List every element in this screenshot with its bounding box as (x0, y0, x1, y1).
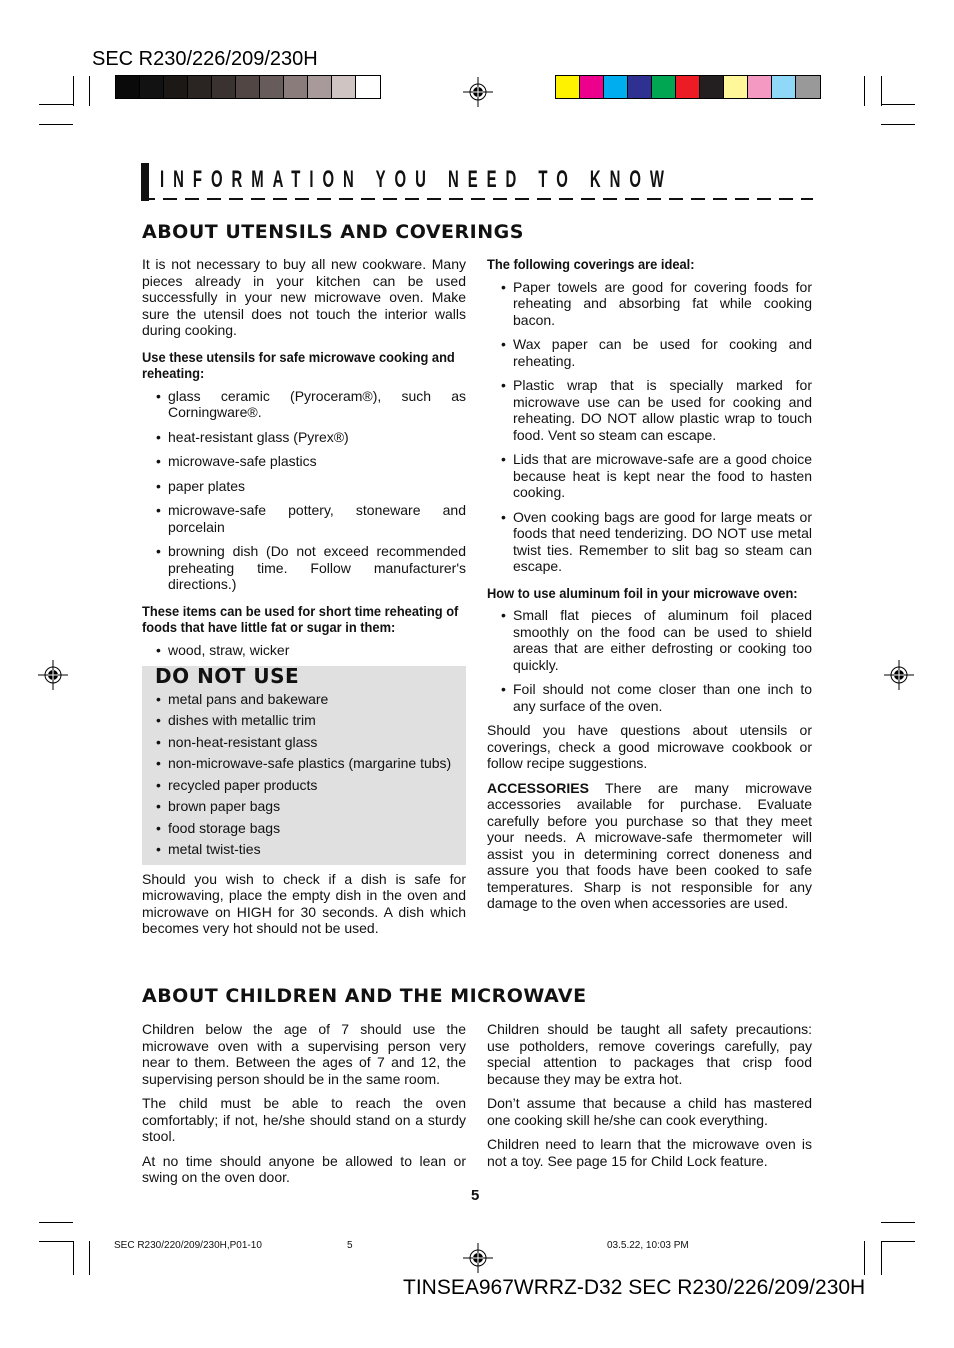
color-swatch (604, 76, 628, 98)
slug-file: SEC R230/220/209/230H,P01-10 (114, 1240, 262, 1251)
safe-utensil-item: • microwave-safe plastics (156, 453, 466, 470)
do-not-use-title: DO NOT USE (155, 664, 300, 688)
crop-mark (73, 1241, 74, 1275)
color-swatch (212, 76, 236, 98)
slug-page: 5 (347, 1240, 353, 1251)
color-swatch (332, 76, 356, 98)
crop-mark (881, 124, 915, 125)
safe-utensil-item: • browning dish (Do not exceed recommended preheating time. Follow manufacturer's directions.) (156, 543, 466, 593)
color-swatch (556, 76, 580, 98)
section-title-bar (141, 163, 149, 201)
children-paragraph: Children below the age of 7 should use the microwave oven with a supervising person very near to them. Between the ages of 7 and 12, the supervising person should be in the same room. (142, 1021, 466, 1087)
color-swatch (724, 76, 748, 98)
color-swatch (748, 76, 772, 98)
covering-item: • Wax paper can be used for cooking and reheating. (501, 336, 812, 369)
do-not-use-item: • brown paper bags (156, 798, 466, 815)
color-swatch (188, 76, 212, 98)
gray-calibration-strip (115, 75, 381, 99)
foil-item: • Small flat pieces of aluminum foil placed smoothly on the food can be used to shield areas that are either defrosting or cooking too quickly. (501, 607, 812, 673)
utensils-intro: It is not necessary to buy all new cookware. Many pieces already in your kitchen can be used successfully in your new microwave oven. Make sure the utensil does not touch the interior walls during cooking. (142, 256, 466, 338)
crop-mark (864, 1241, 865, 1275)
registration-mark-icon (463, 77, 493, 107)
short-time-list (142, 642, 466, 659)
do-not-use-list (142, 691, 466, 858)
check-dish-paragraph: Should you wish to check if a dish is safe for microwaving, place the empty dish in the oven and microwave on HIGH for 30 seconds. A dish which becomes very hot should not be used. (142, 870, 466, 936)
utensils-right-column (487, 256, 812, 920)
crop-mark (39, 1241, 73, 1242)
crop-mark (39, 1222, 73, 1223)
do-not-use-item: • metal pans and bakeware (156, 691, 466, 708)
crop-mark (89, 76, 90, 106)
registration-mark-icon (463, 1243, 493, 1273)
color-swatch (116, 76, 140, 98)
foil-heading: How to use aluminum foil in your microwave oven: (487, 584, 798, 601)
crop-mark (39, 124, 73, 125)
questions-paragraph: Should you have questions about utensils or coverings, check a good microwave cookbook or follow recipe suggestions. (487, 722, 812, 771)
color-swatch (628, 76, 652, 98)
color-swatch (260, 76, 284, 98)
children-paragraph: Don’t assume that because a child has mastered one cooking skill he/she can cook everything. (487, 1095, 812, 1128)
color-swatch (772, 76, 796, 98)
accessories-label: ACCESSORIES (487, 779, 589, 796)
utensils-heading: ABOUT UTENSILS AND COVERINGS (142, 221, 524, 243)
foil-item: • Foil should not come closer than one inch to any surface of the oven. (501, 681, 812, 714)
coverings-heading: The following coverings are ideal: (487, 256, 695, 272)
covering-item: • Lids that are microwave-safe are a good choice because heat is kept near the food to hasten cooking. (501, 451, 812, 501)
color-swatch (700, 76, 724, 98)
crop-mark (864, 76, 865, 106)
do-not-use-item: • non-microwave-safe plastics (margarine tubs) (156, 755, 466, 772)
section-title: INFORMATION YOU NEED TO KNOW (160, 166, 673, 193)
safe-utensils-list (142, 388, 466, 593)
do-not-use-item: • non-heat-resistant glass (156, 734, 466, 751)
registration-mark-icon (884, 660, 914, 690)
color-swatch (580, 76, 604, 98)
foil-list (487, 607, 812, 714)
covering-item: • Paper towels are good for covering foods for reheating and absorbing fat while cooking bacon. (501, 279, 812, 329)
accessories-paragraph (487, 780, 812, 912)
safe-utensil-item: • microwave-safe pottery, stoneware and porcelain (156, 502, 466, 535)
children-paragraph: Children should be taught all safety precautions: use potholders, remove coverings carefully, pay special attention to packages that crisp food because they may be extra hot. (487, 1021, 812, 1087)
short-time-item: • wood, straw, wicker (156, 642, 466, 659)
color-swatch (796, 76, 820, 98)
covering-item: • Oven cooking bags are good for large meats or foods that need tenderizing. DO NOT use metal twist ties. Remember to slit bag so steam can escape. (501, 509, 812, 575)
safe-utensil-item: • glass ceramic (Pyroceram®), such as Corningware®. (156, 388, 466, 421)
safe-utensil-item: • paper plates (156, 478, 466, 495)
utensils-left-column (142, 256, 466, 945)
crop-mark (881, 1241, 915, 1242)
covering-item: • Plastic wrap that is specially marked for microwave use can be used for cooking and reheating. DO NOT allow plastic wrap to touch food. Vent so steam can escape. (501, 377, 812, 443)
children-left-column (142, 1021, 466, 1194)
color-swatch (652, 76, 676, 98)
children-heading: ABOUT CHILDREN AND THE MICROWAVE (142, 985, 587, 1007)
short-time-heading: These items can be used for short time reheating of foods that have little fat or sugar in them: (142, 602, 459, 635)
accessories-text: There are many microwave accessories available for purchase. Evaluate carefully before you purchase so that they meet your needs. A microwave-safe thermometer will assist you in determining correct doneness and assure you that foods have been cooked to safe temperatures. Sharp is not responsible for any damage to the oven when accessories are used. (487, 779, 812, 911)
color-swatch (140, 76, 164, 98)
registration-mark-icon (38, 660, 68, 690)
color-swatch (236, 76, 260, 98)
crop-mark (89, 1241, 90, 1275)
children-paragraph: At no time should anyone be allowed to lean or swing on the oven door. (142, 1152, 466, 1185)
safe-utensil-item: • heat-resistant glass (Pyrex®) (156, 429, 466, 446)
color-swatch (676, 76, 700, 98)
color-swatch (164, 76, 188, 98)
safe-utensils-heading: Use these utensils for safe microwave cooking and reheating: (142, 348, 455, 381)
page-number: 5 (471, 1187, 480, 1204)
do-not-use-item: • recycled paper products (156, 777, 466, 794)
children-paragraph: The child must be able to reach the oven comfortably; if not, he/she should stand on a sturdy stool. (142, 1095, 466, 1144)
color-swatch (284, 76, 308, 98)
crop-mark (881, 1241, 882, 1275)
crop-mark (881, 104, 915, 105)
document-model-title: SEC R230/226/209/230H (92, 48, 318, 70)
crop-mark (73, 76, 74, 106)
children-paragraph: Children need to learn that the microwave oven is not a toy. See page 15 for Child Lock feature. (487, 1136, 812, 1169)
slug-timestamp: 03.5.22, 10:03 PM (607, 1240, 689, 1251)
do-not-use-item: • food storage bags (156, 820, 466, 837)
crop-mark (39, 104, 73, 105)
coverings-list (487, 279, 812, 575)
section-title-underline (141, 198, 813, 200)
footer-title: TINSEA967WRRZ-D32 SEC R230/226/209/230H (403, 1276, 866, 1299)
crop-mark (881, 1222, 915, 1223)
do-not-use-box (142, 666, 466, 865)
do-not-use-item: • metal twist-ties (156, 841, 466, 858)
color-calibration-strip (555, 75, 821, 99)
color-swatch (308, 76, 332, 98)
children-right-column (487, 1021, 812, 1177)
color-swatch (356, 76, 380, 98)
crop-mark (881, 76, 882, 106)
do-not-use-item: • dishes with metallic trim (156, 712, 466, 729)
